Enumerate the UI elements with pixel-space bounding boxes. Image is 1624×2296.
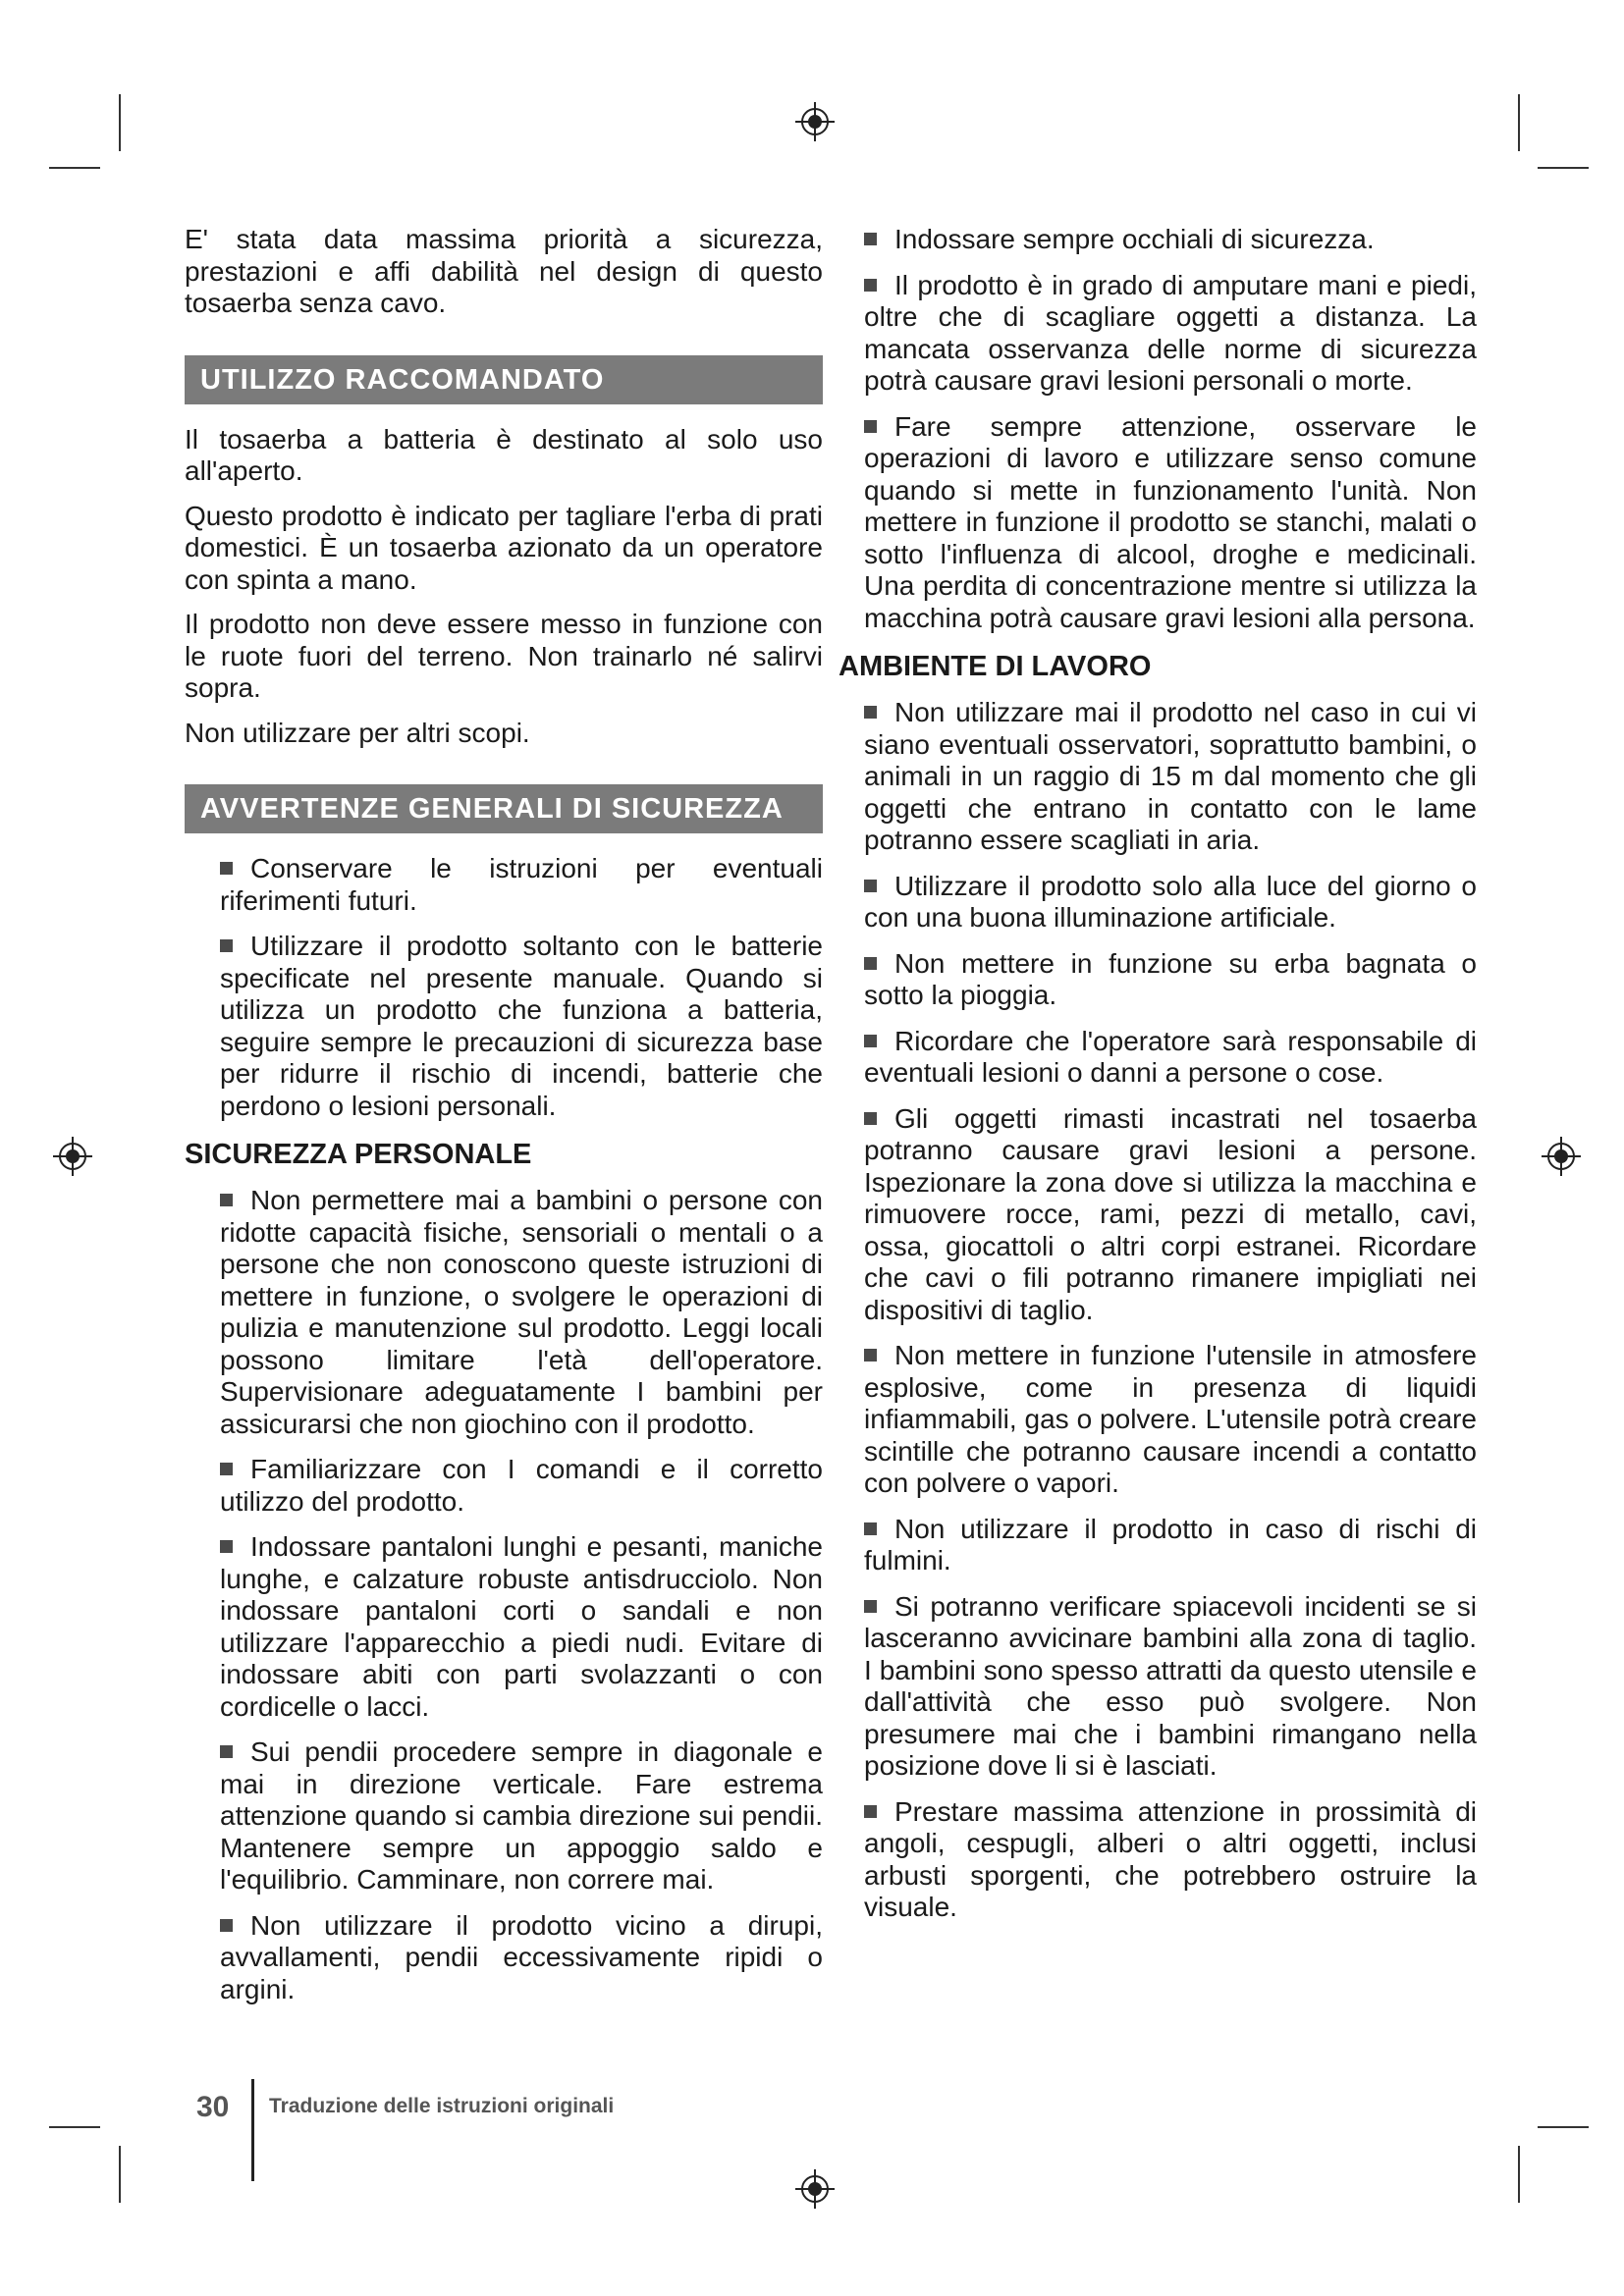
- page-number: 30: [196, 2091, 230, 2123]
- crop-mark-bottom-right-vertical: [1518, 2146, 1520, 2203]
- crop-mark-bottom-left-horizontal: [49, 2126, 100, 2128]
- square-bullet-icon: [220, 1463, 233, 1475]
- crop-mark-bottom-right-horizontal: [1538, 2126, 1589, 2128]
- registration-mark-icon: [795, 2169, 835, 2209]
- square-bullet-icon: [220, 1919, 233, 1932]
- left-column: [185, 224, 823, 2019]
- square-bullet-icon: [864, 1805, 877, 1818]
- square-bullet-icon: [220, 862, 233, 875]
- footer-caption: Traduzione delle istruzioni originali: [269, 2095, 615, 2117]
- bullet-item: Familiarizzare con I comandi e il corretto utilizzo del prodotto.: [220, 1454, 823, 1517]
- square-bullet-icon: [864, 1600, 877, 1613]
- bullet-item: Non utilizzare il prodotto in caso di rischi di fulmini.: [864, 1513, 1477, 1575]
- registration-mark-icon: [53, 1137, 92, 1176]
- bullet-item: Conservare le istruzioni per eventuali riferimenti futuri.: [220, 853, 823, 916]
- bullet-item: Utilizzare il prodotto solo alla luce del giorno o con una buona illuminazione artificiale.: [864, 870, 1477, 933]
- crop-mark-top-left-vertical: [119, 94, 121, 151]
- paragraph: Il prodotto non deve essere messo in funzione con le ruote fuori del terreno. Non trainarlo né salirvi sopra.: [185, 609, 823, 703]
- bullet-item: Indossare sempre occhiali di sicurezza.: [864, 224, 1477, 256]
- square-bullet-icon: [864, 1035, 877, 1047]
- square-bullet-icon: [864, 420, 877, 433]
- registration-mark-icon: [1542, 1137, 1581, 1176]
- paragraph: Il tosaerba a batteria è destinato al solo uso all'aperto.: [185, 423, 823, 486]
- bullet-item: Non utilizzare mai il prodotto nel caso in cui vi siano eventuali osservatori, soprattutto bambini, o animali in un raggio di 15 m dal momento che gli oggetti che entrano in contatto con le lame potranno essere scagliati in aria.: [864, 697, 1477, 855]
- intro-paragraph: E' stata data massima priorità a sicurezza, prestazioni e affi dabilità nel design di questo tosaerba senza cavo.: [185, 224, 823, 318]
- crop-mark-top-left-horizontal: [49, 167, 100, 169]
- bullet-item: Prestare massima attenzione in prossimità di angoli, cespugli, alberi o altri oggetti, inclusi arbusti sporgenti, che potrebbero ostruire la visuale.: [864, 1795, 1477, 1922]
- bullet-item: Non mettere in funzione l'utensile in atmosfere esplosive, come in presenza di liquidi infiammabili, gas o polvere. L'utensile potrà creare scintille che potranno causare incendi a contatto con polvere o vapori.: [864, 1340, 1477, 1498]
- crop-mark-top-right-horizontal: [1538, 167, 1589, 169]
- section-heading-work-environment: AMBIENTE DI LAVORO: [839, 651, 1152, 682]
- square-bullet-icon: [864, 880, 877, 892]
- section-banner-recommended-use: UTILIZZO RACCOMANDATO: [185, 355, 823, 404]
- bullet-item: Sui pendii procedere sempre in diagonale e mai in direzione verticale. Fare estrema attenzione quando si cambia direzione sui pendii. Mantenere sempre un appoggio saldo e l'equilibrio. Camminare, non correre mai.: [220, 1736, 823, 1895]
- square-bullet-icon: [864, 957, 877, 970]
- paragraph: Non utilizzare per altri scopi.: [185, 717, 530, 748]
- square-bullet-icon: [220, 1540, 233, 1553]
- registration-mark-icon: [795, 102, 835, 141]
- section-heading-personal-safety: SICUREZZA PERSONALE: [185, 1139, 532, 1170]
- square-bullet-icon: [864, 233, 877, 245]
- bullet-item: Ricordare che l'operatore sarà responsabile di eventuali lesioni o danni a persone o cose.: [864, 1025, 1477, 1088]
- square-bullet-icon: [864, 1112, 877, 1125]
- crop-mark-bottom-left-vertical: [119, 2146, 121, 2203]
- bullet-item: Fare sempre attenzione, osservare le operazioni di lavoro e utilizzare senso comune quando si mette in funzionamento l'unità. Non mettere in funzione il prodotto se stanchi, malati o sotto l'influenza di alcool, droghe e medicinali. Una perdita di concentrazione mentre si utilizza la macchina potrà causare gravi lesioni alla persona.: [864, 410, 1477, 633]
- square-bullet-icon: [220, 939, 233, 952]
- square-bullet-icon: [220, 1194, 233, 1206]
- square-bullet-icon: [220, 1745, 233, 1758]
- bullet-item: Non permettere mai a bambini o persone con ridotte capacità fisiche, sensoriali o mentali o a persone che non conoscono queste istruzioni di mettere in funzione, o svolgere le operazioni di pulizia e manutenzione sul prodotto. Leggi locali possono limitare l'età dell'operatore. Supervisionare adeguatamente I bambini per assicurarsi che non giochino con il prodotto.: [220, 1185, 823, 1439]
- bullet-item: Indossare pantaloni lunghi e pesanti, maniche lunghe, e calzature robuste antisdrucciolo. Non indossare pantaloni corti o sandali e non utilizzare l'apparecchio a piedi nudi. Evitare di indossare abiti con parti svolazzanti o con cordicelle o lacci.: [220, 1531, 823, 1722]
- bullet-item: Non utilizzare il prodotto vicino a dirupi, avvallamenti, pendii eccessivamente ripidi o argini.: [220, 1909, 823, 2004]
- right-column: [839, 224, 1477, 1938]
- section-banner-general-warnings: AVVERTENZE GENERALI DI SICUREZZA: [185, 784, 823, 833]
- square-bullet-icon: [864, 1349, 877, 1362]
- bullet-item: Si potranno verificare spiacevoli incidenti se si lasceranno avvicinare bambini alla zona di taglio. I bambini sono spesso attratti da questo utensile e dall'attività che esso può svolgere. Non presumere mai che i bambini rimangano nella posizione dove li si è lasciati.: [864, 1590, 1477, 1781]
- square-bullet-icon: [864, 706, 877, 719]
- crop-mark-top-right-vertical: [1518, 94, 1520, 151]
- square-bullet-icon: [864, 279, 877, 292]
- square-bullet-icon: [864, 1522, 877, 1535]
- bullet-item: Non mettere in funzione su erba bagnata o sotto la pioggia.: [864, 947, 1477, 1010]
- bullet-item: Gli oggetti rimasti incastrati nel tosaerba potranno causare gravi lesioni a persone. Ispezionare la zona dove si utilizza la macchina e rimuovere rocce, rami, pezzi di metallo, cavi, ossa, giocattoli o altri corpi estranei. Ricordare che cavi o fili potranno rimanere impigliati nei dispositivi di taglio.: [864, 1102, 1477, 1325]
- footer-divider: [251, 2079, 254, 2181]
- paragraph: Questo prodotto è indicato per tagliare l'erba di prati domestici. È un tosaerba azionato da un operatore con spinta a mano.: [185, 500, 823, 595]
- bullet-item: Utilizzare il prodotto soltanto con le batterie specificate nel presente manuale. Quando si utilizza un prodotto che funziona a batteria, seguire sempre le precauzioni di sicurezza base per ridurre il rischio di incendi, batterie che perdono o lesioni personali.: [220, 931, 823, 1121]
- bullet-item: Il prodotto è in grado di amputare mani e piedi, oltre che di scagliare oggetti a distanza. La mancata osservanza delle norme di sicurezza potrà causare gravi lesioni personali o morte.: [864, 269, 1477, 396]
